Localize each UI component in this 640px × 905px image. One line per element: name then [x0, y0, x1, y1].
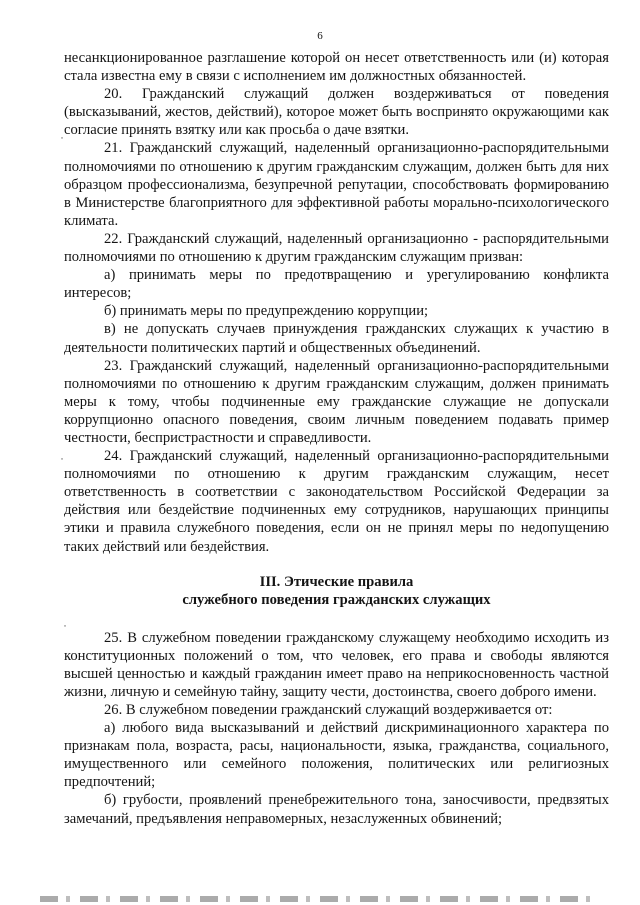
scan-edge-artifact: [40, 896, 600, 902]
paragraphs-part2: [64, 629, 609, 828]
paragraph: а) принимать меры по предотвращению и урегулированию конфликта интересов;: [64, 267, 609, 302]
paragraph: в) не допускать случаев принуждения гражданских служащих к участию в деятельности политических партий и общественных объединений.: [64, 321, 609, 356]
section-heading-line1: III. Этические правила: [259, 573, 414, 590]
paragraph: 22. Гражданский служащий, наделенный организационно - распорядительными полномочиями по отношению к другим гражданским служащим призван:: [64, 230, 609, 266]
paragraph: 23. Гражданский служащий, наделенный организационно-распорядительными полномочиями по отношению к другим гражданским служащим, должен принимать меры к тому, чтобы подчиненные ему гражданские служащие не допускали коррупционно опасного поведения, своим личным поведением подавать пример честности, беспристрастности и справедливости.: [64, 357, 609, 446]
section-heading: [64, 573, 609, 609]
section-heading-line2: служебного поведения гражданских служащих: [182, 591, 491, 608]
paragraph: несанкционированное разглашение которой он несет ответственность или (и) которая стала известна ему в связи с исполнением им должностных обязанностей.: [64, 50, 609, 85]
scan-speck: ˙: [60, 134, 64, 148]
paragraph: б) принимать меры по предупреждению коррупции;: [104, 303, 429, 320]
paragraph: б) грубости, проявлений пренебрежительного тона, заносчивости, предвзятых замечаний, предъявления неправомерных, незаслуженных обвинений;: [64, 792, 609, 827]
paragraph: 25. В служебном поведении гражданскому служащему необходимо исходить из конституционных положений о том, что человек, его права и свободы являются высшей ценностью и каждый гражданин имеет право на неприкосновенность частной жизни, личную и семейную тайну, защиту чести, достоинства, своего доброго имени.: [64, 629, 609, 700]
scan-speck: ˙: [63, 622, 67, 636]
paragraphs-part1: [64, 49, 609, 556]
paragraph: а) любого вида высказываний и действий дискриминационного характера по признакам пола, возраста, расы, национальности, языка, гражданства, социального, имущественного или семейного положения, политических или религиозных предпочтений;: [64, 720, 609, 791]
document-body: [64, 49, 609, 828]
paragraph: 20. Гражданский служащий должен воздерживаться от поведения (высказываний, жестов, действий), которое может быть воспринято окружающими как согласие принять взятку или как просьба о даче взятки.: [64, 86, 609, 139]
paragraph: 24. Гражданский служащий, наделенный организационно-распорядительными полномочиями по отношению к другим гражданским служащим, несет ответственность в соответствии с законодательством Российской Федерации за действия или бездействие подчиненных ему сотрудников, нарушающих принципы этики и правила служебного поведения, если он не принял меры по недопущению таких действий или бездействия.: [64, 448, 609, 555]
paragraph: 26. В служебном поведении гражданский служащий воздерживается от:: [104, 702, 553, 718]
paragraph: 21. Гражданский служащий, наделенный организационно-распорядительными полномочиями по отношению к другим гражданским служащим, должен быть для них образцом профессионализма, безупречной репутации, способствовать формированию в Министерстве благоприятного для эффективной работы морально-психологического климата.: [64, 140, 609, 229]
page-number: 6: [317, 30, 323, 42]
scan-speck: ˙: [60, 455, 64, 469]
